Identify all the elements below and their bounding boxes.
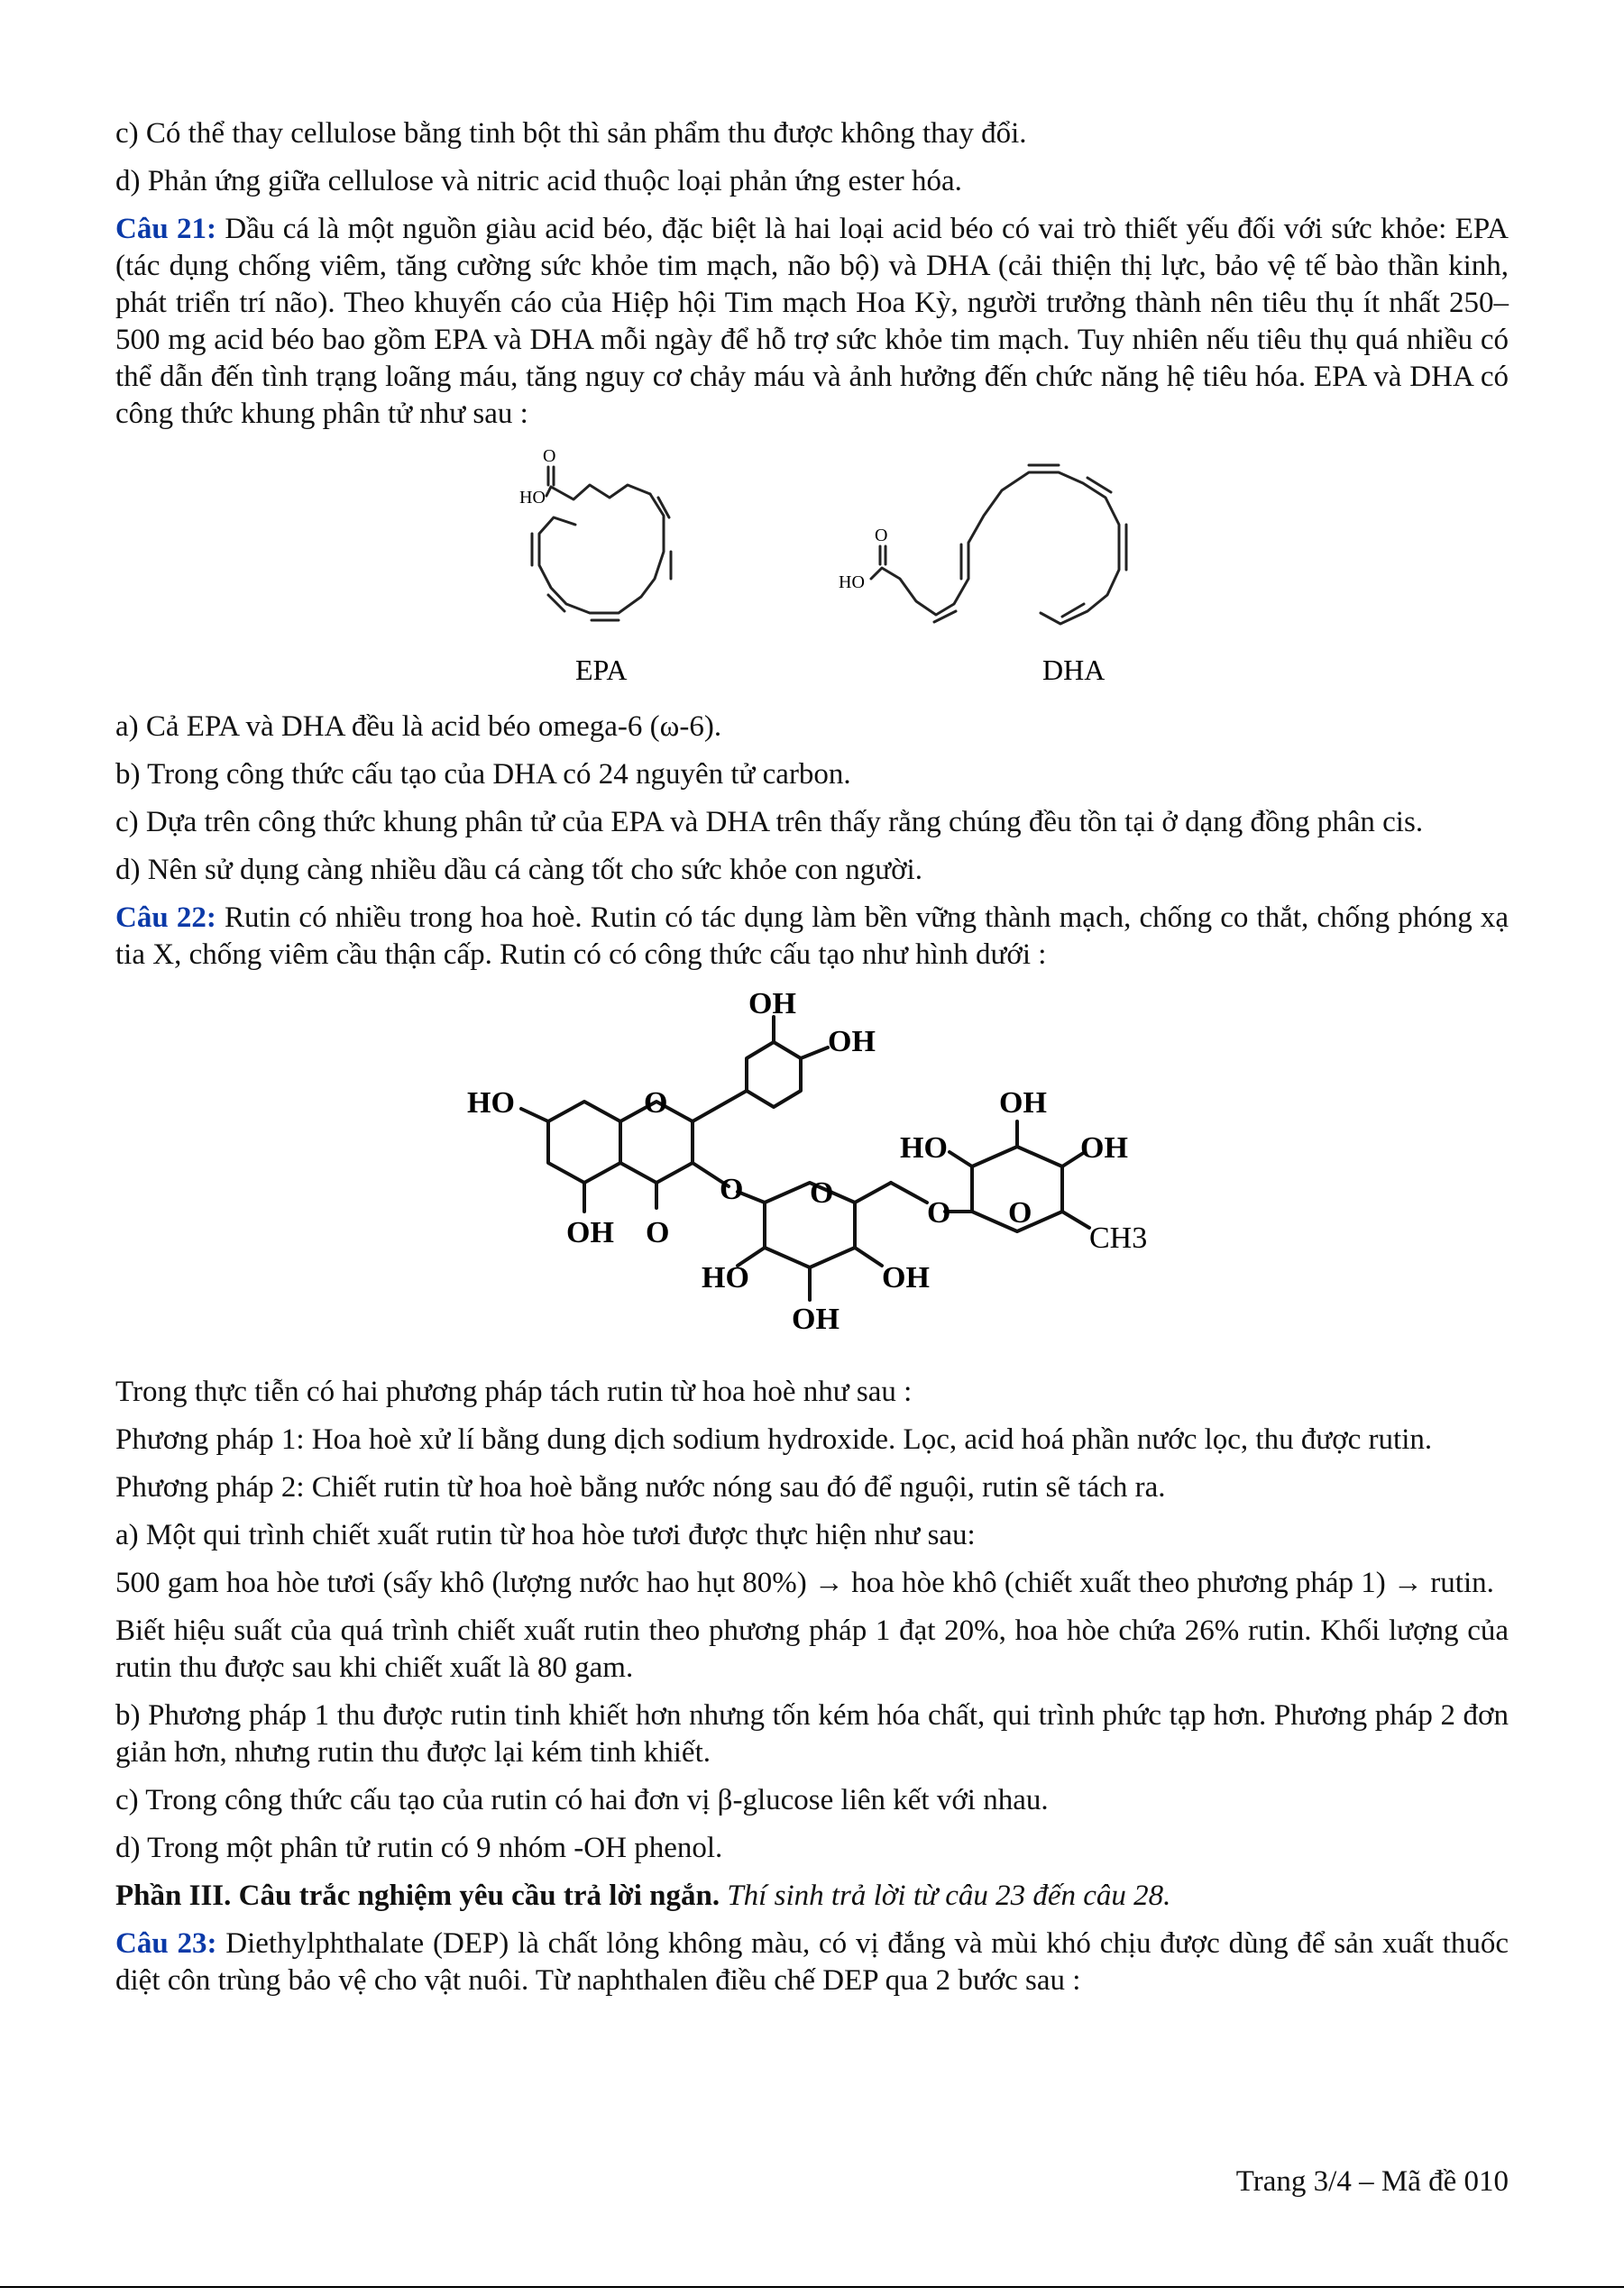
epa-ho-label: HO [519, 488, 546, 508]
rutin-o-link: O [927, 1196, 951, 1230]
part-3-note: Thí sinh trả lời từ câu 23 đến câu 28. [720, 1880, 1171, 1912]
rutin-structure [458, 986, 1170, 1365]
rutin-oh-bottom: OH [792, 1303, 840, 1336]
q22-option-c: c) Trong công thức cấu tạo của rutin có hai đơn vị β-glucose liên kết với nhau. [115, 1784, 1049, 1816]
page-content [115, 115, 1509, 2010]
q22-method-1: Phương pháp 1: Hoa hoè xử lí bằng dung dịch sodium hydroxide. Lọc, acid hoá phần nước lọc, thu được rutin. [115, 1423, 1433, 1456]
question-21-text: Dầu cá là một nguồn giàu acid béo, đặc biệt là hai loại acid béo có vai trò thiết yếu đối với sức khỏe: EPA (tác dụng chống viêm, tăng cường sức khỏe tim mạch, não bộ) và DHA (cải thiện thị lực, bảo vệ tế bào thần kinh, phát triển trí não). Theo khuyến cáo của Hiệp hội Tim mạch Hoa Kỳ, người trưởng thành nên tiêu thụ ít nhất 250–500 mg acid béo bao gồm EPA và DHA mỗi ngày để hỗ trợ sức khỏe tim mạch. Tuy nhiên nếu tiêu thụ quá nhiều có thể dẫn đến tình trạng loãng máu, tăng nguy cơ chảy máu và ảnh hưởng đến chức năng hệ tiêu hóa. EPA và DHA có công thức khung phân tử như sau : [115, 213, 1509, 430]
part-3-heading [115, 1878, 1509, 1915]
rutin-o-keto: O [646, 1216, 670, 1249]
epa-structure [519, 446, 671, 686]
rutin-ho-rhamnose: HO [900, 1131, 948, 1165]
dha-db-4 [1087, 478, 1111, 492]
dha-label: DHA [1042, 654, 1106, 686]
question-23-text: Diethylphthalate (DEP) là chất lỏng không màu, có vị đắng và mùi khó chịu được dùng để sản xuất thuốc diệt côn trùng bảo vệ cho vật nuôi. Từ naphthalen điều chế DEP qua 2 bước sau : [115, 1927, 1509, 1997]
rutin-bond-cb [693, 1091, 747, 1121]
rutin-bond-ch2 [855, 1183, 891, 1203]
dha-ho-label: HO [839, 572, 865, 592]
rutin-oh-5: OH [566, 1216, 614, 1249]
q22-option-a-process: 500 gam hoa hòe tươi (sấy khô (lượng nước hao hụt 80%) → hoa hòe khô (chiết xuất theo phương pháp 1) → rutin. [115, 1567, 1494, 1599]
q22-option-a-detail: Biết hiệu suất của quá trình chiết xuất rutin theo phương pháp 1 đạt 20%, hoa hòe chứa 26% rutin. Khối lượng của rutin thu được sau khi chiết xuất là 80 gam. [115, 1615, 1509, 1684]
epa-o-label: O [543, 446, 556, 466]
q22-option-b: b) Phương pháp 1 thu được rutin tinh khiết hơn nhưng tốn kém hóa chất, qui trình phức tạp hơn. Phương pháp 2 đơn giản hơn, nhưng rutin thu được lại kém tinh khiết. [115, 1699, 1509, 1769]
q22-method-2: Phương pháp 2: Chiết rutin từ hoa hoè bằng nước nóng sau đó để nguội, rutin sẽ tách ra. [115, 1471, 1166, 1504]
rutin-o-3: O [720, 1173, 744, 1206]
rutin-o-ring: O [644, 1086, 668, 1120]
question-23-label: Câu 23: [115, 1927, 217, 1960]
question-22 [115, 900, 1509, 974]
rutin-bond-oh-g [855, 1248, 882, 1266]
q21-option-c: c) Dựa trên công thức khung phân tử của EPA và DHA trên thấy rằng chúng đều tồn tại ở dạng đồng phân cis. [115, 806, 1424, 838]
q21-option-b: b) Trong công thức cấu tạo của DHA có 24 nguyên tử carbon. [115, 758, 851, 791]
epa-dha-structures [492, 444, 1142, 696]
rutin-oh-rhamnose-right: OH [1080, 1131, 1128, 1165]
q22-option-a: a) Một qui trình chiết xuất rutin từ hoa hòe tươi được thực hiện như sau: [115, 1519, 976, 1551]
dha-chain [871, 472, 1119, 624]
rutin-figure [458, 986, 1170, 1365]
question-23 [115, 1926, 1509, 1999]
rutin-bond-ch3 [1062, 1212, 1089, 1228]
rutin-bond-ho [521, 1109, 548, 1121]
rutin-oh-glucose: OH [882, 1261, 930, 1294]
q22-option-d: d) Trong một phân tử rutin có 9 nhóm -OH phenol. [115, 1832, 723, 1864]
question-22-label: Câu 22: [115, 901, 216, 934]
rutin-bond-oh2 [801, 1047, 828, 1058]
q20-option-c: c) Có thể thay cellulose bằng tinh bột thì sản phẩm thu được không thay đổi. [115, 117, 1027, 150]
bottom-rule [0, 2286, 1624, 2288]
question-21-label: Câu 21: [115, 213, 217, 245]
rutin-o-rhamnose: O [1008, 1196, 1032, 1230]
rutin-o-glucose: O [810, 1176, 834, 1210]
rutin-ch3: CH3 [1089, 1221, 1148, 1255]
rutin-oh-top: OH [748, 987, 796, 1020]
rutin-oh-rhamnose-top: OH [999, 1086, 1047, 1120]
rutin-ho-left: HO [467, 1086, 515, 1120]
dha-o-label: O [875, 526, 888, 545]
rutin-bond-ho-r [950, 1152, 972, 1166]
rutin-ring-a [548, 1102, 620, 1183]
epa-chain-top [546, 485, 650, 499]
epa-db-4 [548, 595, 564, 611]
epa-dha-figure [492, 444, 1142, 696]
rutin-ho-glucose: HO [702, 1261, 749, 1294]
epa-label: EPA [575, 654, 628, 686]
page-footer: Trang 3/4 – Mã đề 010 [1235, 2165, 1509, 2198]
q22-intro: Trong thực tiễn có hai phương pháp tách rutin từ hoa hoè như sau : [115, 1376, 913, 1408]
part-3-title: Phần III. Câu trắc nghiệm yêu cầu trả lời ngắn. [115, 1880, 720, 1912]
epa-chain-ring [539, 494, 664, 613]
question-22-text: Rutin có nhiều trong hoa hoè. Rutin có tác dụng làm bền vững thành mạch, chống co thắt, chống phóng xạ tia X, chống viêm cầu thận cấp. Rutin có có công thức cấu tạo như hình dưới : [115, 901, 1509, 971]
question-21 [115, 211, 1509, 433]
dha-structure [839, 465, 1126, 686]
q21-option-d: d) Nên sử dụng càng nhiều dầu cá càng tốt cho sức khỏe con người. [115, 854, 922, 886]
q21-option-a: a) Cả EPA và DHA đều là acid béo omega-6 (ω-6). [115, 710, 722, 743]
q20-option-d: d) Phản ứng giữa cellulose và nitric acid thuộc loại phản ứng ester hóa. [115, 165, 962, 197]
rutin-bond-o6 [891, 1183, 927, 1203]
rutin-ring-b [747, 1042, 801, 1107]
rutin-oh-right: OH [828, 1025, 876, 1058]
